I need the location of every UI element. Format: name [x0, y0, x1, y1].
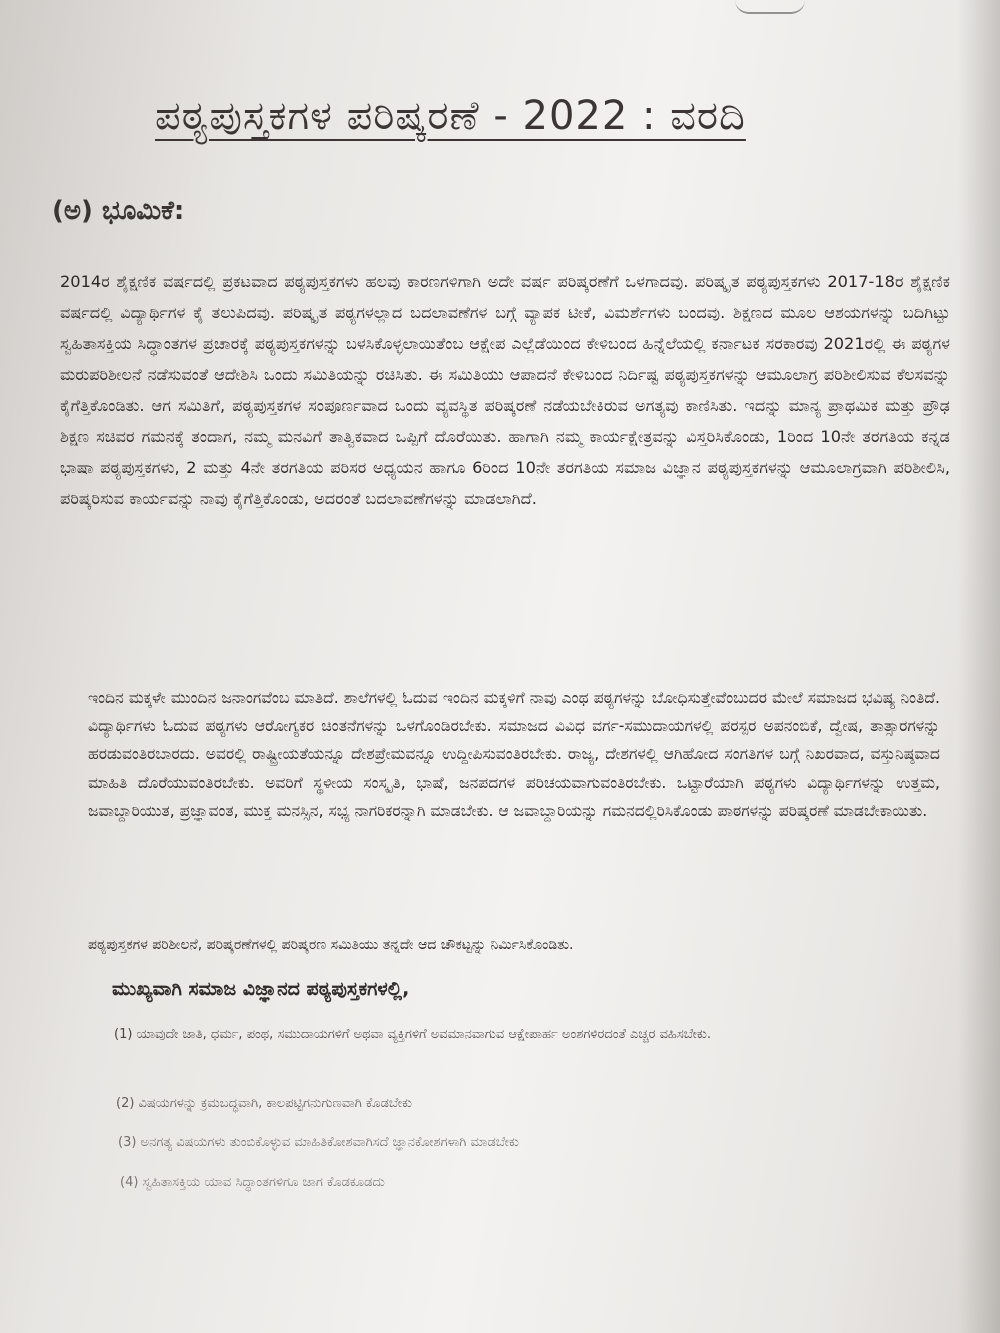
focus-heading: ಮುಖ್ಯವಾಗಿ ಸಮಾಜ ವಿಜ್ಞಾನದ ಪಠ್ಯಪುಸ್ತಕಗಳಲ್ಲಿ, [112, 978, 410, 1000]
page-edge-shadow [958, 0, 1000, 1333]
list-item: (1) ಯಾವುದೇ ಜಾತಿ, ಧರ್ಮ, ಪಂಥ, ಸಮುದಾಯಗಳಿಗೆ ಅಥವಾ ವ್ಯಕ್ತಿಗಳಿಗೆ ಅವಮಾನವಾಗುವ ಆಕ್ಷೇಪಾರ್ಹ ಅಂಶಗಳಿರದಂತೆ ಎಚ್ಚರ ವಹಿಸಬೇಕು. [114, 1027, 712, 1042]
paragraph-2: ಇಂದಿನ ಮಕ್ಕಳೇ ಮುಂದಿನ ಜನಾಂಗವೆಂಬ ಮಾತಿದೆ. ಶಾಲೆಗಳಲ್ಲಿ ಓದುವ ಇಂದಿನ ಮಕ್ಕಳಿಗೆ ನಾವು ಎಂಥ ಪಠ್ಯಗಳನ್ನು ಬೋಧಿಸುತ್ತೇವೆಂಬುದರ ಮೇಲೆ ಸಮಾಜದ ಭವಿಷ್ಯ ನಿಂತಿದೆ. ವಿದ್ಯಾರ್ಥಿಗಳು ಓದುವ ಪಠ್ಯಗಳು ಆರೋಗ್ಯಕರ ಚಿಂತನೆಗಳನ್ನು ಒಳಗೊಂಡಿರಬೇಕು. ಸಮಾಜದ ವಿವಿಧ ವರ್ಗ-ಸಮುದಾಯಗಳಲ್ಲಿ ಪರಸ್ಪರ ಅಪನಂಬಿಕೆ, ದ್ವೇಷ, ತಾತ್ಸಾರಗಳನ್ನು ಹರಡುವಂತಿರಬಾರದು. ಅವರಲ್ಲಿ ರಾಷ್ಟ್ರೀಯತೆಯನ್ನೂ ದೇಶಪ್ರೇಮವನ್ನೂ ಉದ್ದೀಪಿಸುವಂತಿರಬೇಕು. ರಾಜ್ಯ, ದೇಶಗಳಲ್ಲಿ ಆಗಿಹೋದ ಸಂಗತಿಗಳ ಬಗ್ಗೆ ನಿಖರವಾದ, ವಸ್ತುನಿಷ್ಠವಾದ ಮಾಹಿತಿ ದೊರೆಯುವಂತಿರಬೇಕು. ಅವರಿಗೆ ಸ್ಥಳೀಯ ಸಂಸ್ಕೃತಿ, ಭಾಷೆ, ಜನಪದಗಳ ಪರಿಚಯವಾಗುವಂತಿರಬೇಕು. ಒಟ್ಟಾರೆಯಾಗಿ ಪಠ್ಯಗಳು ವಿದ್ಯಾರ್ಥಿಗಳನ್ನು ಉತ್ತಮ, ಜವಾಬ್ದಾರಿಯುತ, ಪ್ರಜ್ಞಾವಂತ, ಮುಕ್ತ ಮನಸ್ಸಿನ, ಸಭ್ಯ ನಾಗರಿಕರನ್ನಾಗಿ ಮಾಡಬೇಕು. ಆ ಜವಾಬ್ದಾರಿಯನ್ನು ಗಮನದಲ್ಲಿರಿಸಿಕೊಂಡು ಪಾಠಗಳನ್ನು ಪರಿಷ್ಕರಣೆ ಮಾಡಬೇಕಾಯಿತು. [88, 689, 940, 820]
list-item: (2) ವಿಷಯಗಳನ್ನು ಕ್ರಮಬದ್ಧವಾಗಿ, ಕಾಲಪಟ್ಟಿಗನುಗುಣವಾಗಿ ಕೊಡಬೇಕು [116, 1096, 413, 1111]
paragraph-3: ಪಠ್ಯಪುಸ್ತಕಗಳ ಪರಿಶೀಲನೆ, ಪರಿಷ್ಕರಣೆಗಳಲ್ಲಿ ಪರಿಷ್ಕರಣ ಸಮಿತಿಯು ತನ್ನದೇ ಆದ ಚೌಕಟ್ಟನ್ನು ನಿರ್ಮಿಸಿಕೊಂಡಿತು. [88, 937, 574, 953]
section-heading: (ಅ) ಭೂಮಿಕೆ: [52, 196, 185, 226]
document-title: ಪಠ್ಯಪುಸ್ತಕಗಳ ಪರಿಷ್ಕರಣೆ - 2022 : ವರದಿ [155, 93, 746, 139]
pen-mark [735, 0, 805, 14]
list-item: (3) ಅನಗತ್ಯ ವಿಷಯಗಳು ತುಂಬಿಕೊಳ್ಳುವ ಮಾಹಿತಿಕೋಶವಾಗಿಸದೆ ಜ್ಞಾನಕೋಶಗಳಾಗಿ ಮಾಡಬೇಕು [118, 1135, 519, 1150]
list-item: (4) ಸ್ವಹಿತಾಸಕ್ತಿಯ ಯಾವ ಸಿದ್ಧಾಂತಗಳಿಗೂ ಜಾಗ ಕೊಡಕೂಡದು [120, 1175, 385, 1190]
paragraph-1: 2014ರ ಶೈಕ್ಷಣಿಕ ವರ್ಷದಲ್ಲಿ ಪ್ರಕಟವಾದ ಪಠ್ಯಪುಸ್ತಕಗಳು ಹಲವು ಕಾರಣಗಳಿಗಾಗಿ ಅದೇ ವರ್ಷ ಪರಿಷ್ಕರಣೆಗೆ ಒಳಗಾದವು. ಪರಿಷ್ಕೃತ ಪಠ್ಯಪುಸ್ತಕಗಳು 2017-18ರ ಶೈಕ್ಷಣಿಕ ವರ್ಷದಲ್ಲಿ ವಿದ್ಯಾರ್ಥಿಗಳ ಕೈ ತಲುಪಿದವು. ಪರಿಷ್ಕೃತ ಪಠ್ಯಗಳಲ್ಲಾದ ಬದಲಾವಣೆಗಳ ಬಗ್ಗೆ ವ್ಯಾಪಕ ಟೀಕೆ, ವಿಮರ್ಶೆಗಳು ಬಂದವು. ಶಿಕ್ಷಣದ ಮೂಲ ಆಶಯಗಳನ್ನು ಬದಿಗಿಟ್ಟು ಸ್ವಹಿತಾಸಕ್ತಿಯ ಸಿದ್ಧಾಂತಗಳ ಪ್ರಚಾರಕ್ಕೆ ಪಠ್ಯಪುಸ್ತಕಗಳನ್ನು ಬಳಸಿಕೊಳ್ಳಲಾಯಿತೆಂಬ ಆಕ್ಷೇಪ ಎಲ್ಲೆಡೆಯಿಂದ ಕೇಳಿಬಂದ ಹಿನ್ನೆಲೆಯಲ್ಲಿ ಕರ್ನಾಟಕ ಸರಕಾರವು 2021ರಲ್ಲಿ ಈ ಪಠ್ಯಗಳ ಮರುಪರಿಶೀಲನೆ ನಡೆಸುವಂತೆ ಆದೇಶಿಸಿ ಒಂದು ಸಮಿತಿಯನ್ನು ರಚಿಸಿತು. ಈ ಸಮಿತಿಯು ಆಪಾದನೆ ಕೇಳಿಬಂದ ನಿರ್ದಿಷ್ಟ ಪಠ್ಯಪುಸ್ತಕಗಳನ್ನು ಆಮೂಲಾಗ್ರ ಪರಿಶೀಲಿಸುವ ಕೆಲಸವನ್ನು ಕೈಗೆತ್ತಿಕೊಂಡಿತು. ಆಗ ಸಮಿತಿಗೆ, ಪಠ್ಯಪುಸ್ತಕಗಳ ಸಂಪೂರ್ಣವಾದ ಒಂದು ವ್ಯವಸ್ಥಿತ ಪರಿಷ್ಕರಣೆ ನಡೆಯಬೇಕಿರುವ ಅಗತ್ಯವು ಕಾಣಿಸಿತು. ಇದನ್ನು ಮಾನ್ಯ ಪ್ರಾಥಮಿಕ ಮತ್ತು ಪ್ರೌಢ ಶಿಕ್ಷಣ ಸಚಿವರ ಗಮನಕ್ಕೆ ತಂದಾಗ, ನಮ್ಮ ಮನವಿಗೆ ತಾತ್ವಿಕವಾದ ಒಪ್ಪಿಗೆ ದೊರೆಯಿತು. ಹಾಗಾಗಿ ನಮ್ಮ ಕಾರ್ಯಕ್ಷೇತ್ರವನ್ನು ವಿಸ್ತರಿಸಿಕೊಂಡು, 1ರಿಂದ 10ನೇ ತರಗತಿಯ ಕನ್ನಡ ಭಾಷಾ ಪಠ್ಯಪುಸ್ತಕಗಳು, 2 ಮತ್ತು 4ನೇ ತರಗತಿಯ ಪರಿಸರ ಅಧ್ಯಯನ ಹಾಗೂ 6ರಿಂದ 10ನೇ ತರಗತಿಯ ಸಮಾಜ ವಿಜ್ಞಾನ ಪಠ್ಯಪುಸ್ತಕಗಳನ್ನು ಆಮೂಲಾಗ್ರವಾಗಿ ಪರಿಶೀಲಿಸಿ, ಪರಿಷ್ಕರಿಸುವ ಕಾರ್ಯವನ್ನು ನಾವು ಕೈಗೆತ್ತಿಕೊಂಡು, ಅದರಂತೆ ಬದಲಾವಣೆಗಳನ್ನು ಮಾಡಲಾಗಿದೆ. [60, 272, 950, 508]
